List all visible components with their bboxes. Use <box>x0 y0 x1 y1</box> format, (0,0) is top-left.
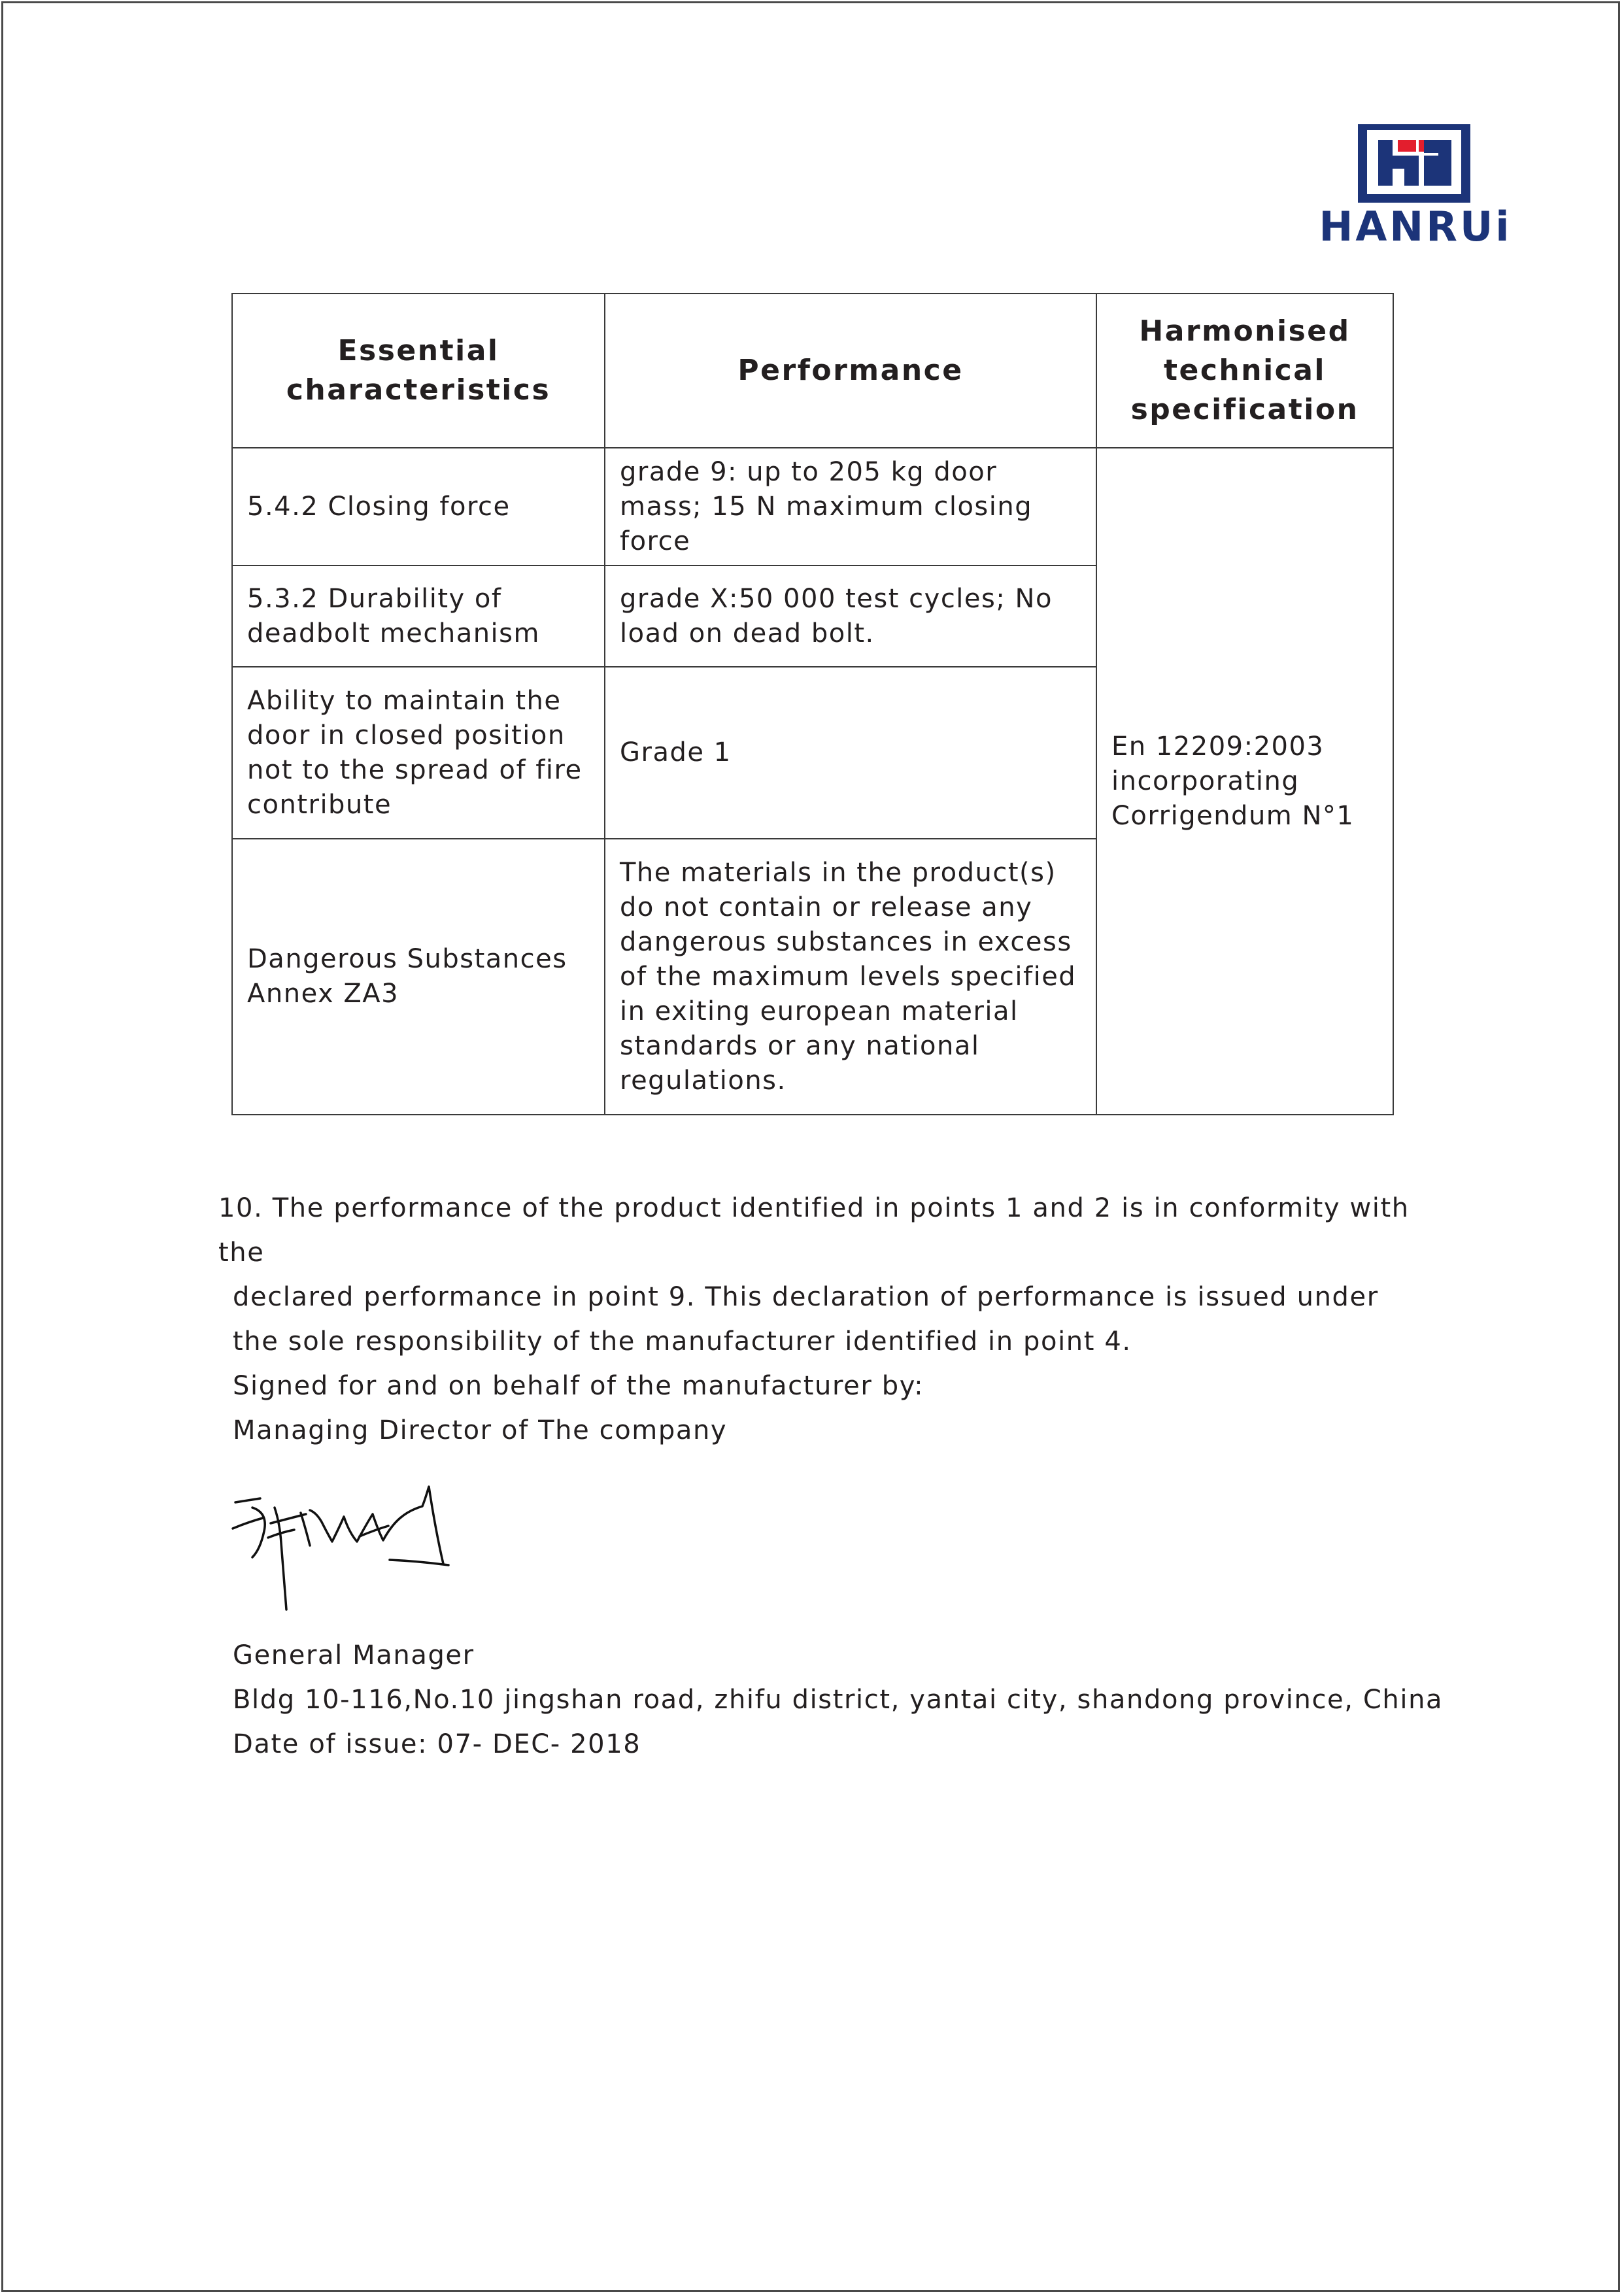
performance-table <box>231 293 1394 1115</box>
characteristic-cell: 5.4.2 Closing force <box>232 448 605 566</box>
characteristic-cell: Dangerous Substances Annex ZA3 <box>232 839 605 1115</box>
footer-block <box>233 1633 1444 1766</box>
signature-icon <box>229 1484 490 1615</box>
performance-cell: grade X:50 000 test cycles; No load on dead bolt. <box>605 566 1096 667</box>
performance-cell: Grade 1 <box>605 667 1096 839</box>
specification-cell: En 12209:2003 incorporating Corrigendum N°1 <box>1096 448 1393 1115</box>
signed-line: Signed for and on behalf of the manufacturer by: <box>233 1371 924 1401</box>
declaration-first-line: 10. The performance of the product identified in points 1 and 2 is in conformity with the <box>218 1193 1410 1268</box>
signatory-title: General Manager <box>233 1640 475 1670</box>
header-harmonised-specification: Harmonised technical specification <box>1096 294 1393 448</box>
characteristic-cell: Ability to maintain the door in closed position not to the spread of fire contribute <box>232 667 605 839</box>
issue-date: Date of issue: 07- DEC- 2018 <box>233 1729 641 1759</box>
declaration-paragraph <box>218 1186 1415 1364</box>
declaration-continuation: declared performance in point 9. This declaration of performance is issued under the sole responsibility of the manufacturer identified in point 4. <box>233 1282 1379 1357</box>
company-address: Bldg 10-116,No.10 jingshan road, zhifu district, yantai city, shandong province, China <box>233 1685 1444 1715</box>
handwritten-signature <box>229 1484 490 1615</box>
performance-cell: grade 9: up to 205 kg door mass; 15 N maximum closing force <box>605 448 1096 566</box>
characteristic-cell: 5.3.2 Durability of deadbolt mechanism <box>232 566 605 667</box>
performance-cell: The materials in the product(s) do not contain or release any dangerous substances in excess of the maximum levels specified in exiting european material standards or any national regulations. <box>605 839 1096 1115</box>
company-logo <box>1308 124 1523 248</box>
signed-block <box>233 1364 1429 1453</box>
header-performance: Performance <box>605 294 1096 448</box>
logo-mark-icon <box>1308 124 1523 203</box>
logo-wordmark: HANRUi <box>1319 203 1512 250</box>
table-header-row <box>232 294 1393 448</box>
signatory-role: Managing Director of The company <box>233 1415 728 1445</box>
table-row <box>232 448 1393 566</box>
header-essential-characteristics: Essential characteristics <box>232 294 605 448</box>
